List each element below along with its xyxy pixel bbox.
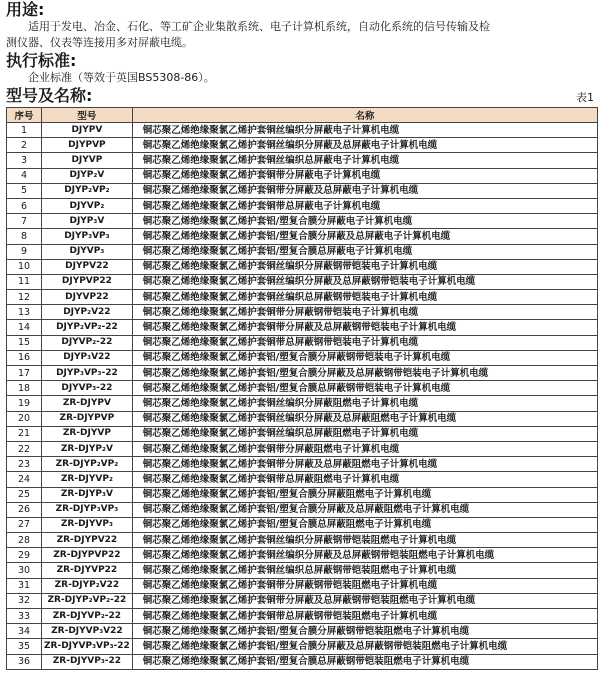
row-name-cell: 铜芯聚乙烯绝缘聚氯乙烯护套铜带分屏蔽及总屏蔽钢带铠装电子计算机电缆: [132, 320, 597, 335]
row-index-cell: 32: [7, 593, 42, 608]
row-name-cell: 铜芯聚乙烯绝缘聚氯乙烯护套铜带分屏蔽阻燃电子计算机电缆: [132, 441, 597, 456]
table-row: [7, 381, 598, 396]
row-index-cell: 29: [7, 548, 42, 563]
row-name-cell: 铜芯聚乙烯绝缘聚氯乙烯护套铜带总屏蔽电子计算机电缆: [132, 198, 597, 213]
row-name-cell: 铜芯聚乙烯绝缘聚氯乙烯护套铜带总屏蔽钢带铠装电子计算机电缆: [132, 335, 597, 350]
row-index-cell: 27: [7, 517, 42, 532]
row-model-cell: ZR-DJYP₂VP₂: [42, 457, 133, 472]
table-row: [7, 229, 598, 244]
row-index-cell: 31: [7, 578, 42, 593]
table-row: [7, 290, 598, 305]
row-name-cell: 铜芯聚乙烯绝缘聚氯乙烯护套铜带分屏蔽钢带铠装阻燃电子计算机电缆: [132, 578, 597, 593]
row-model-cell: DJYVP₂-22: [42, 335, 133, 350]
row-model-cell: ZR-DJYP₂V22: [42, 578, 133, 593]
row-name-cell: 铜芯聚乙烯绝缘聚氯乙烯护套铜带分屏蔽及总屏蔽阻燃电子计算机电缆: [132, 457, 597, 472]
row-index-cell: 30: [7, 563, 42, 578]
row-name-cell: 铜芯聚乙烯绝缘聚氯乙烯护套铜丝编织分屏蔽钢带铠装电子计算机电缆: [132, 259, 597, 274]
row-index-cell: 33: [7, 609, 42, 624]
table-row: [7, 548, 598, 563]
row-index-cell: 16: [7, 350, 42, 365]
row-index-cell: 18: [7, 381, 42, 396]
row-model-cell: ZR-DJYVP₃VP₃-22: [42, 639, 133, 654]
usage-text-line1: 适用于发电、冶金、石化、等工矿企业集散系统、电子计算机系统，自动化系统的信号传输及检: [28, 20, 490, 33]
standard-heading: 执行标准:: [6, 51, 77, 70]
row-name-cell: 铜芯聚乙烯绝缘聚氯乙烯护套铝/塑复合膜分屏蔽及总屏蔽阻燃电子计算机电缆: [132, 502, 597, 517]
row-name-cell: 铜芯聚乙烯绝缘聚氯乙烯护套铜带分屏蔽及总屏蔽电子计算机电缆: [132, 183, 597, 198]
table-row: [7, 578, 598, 593]
row-model-cell: ZR-DJYPV22: [42, 533, 133, 548]
row-model-cell: DJYVP₃: [42, 244, 133, 259]
row-model-cell: DJYPV: [42, 123, 133, 138]
row-model-cell: DJYP₃V: [42, 214, 133, 229]
row-index-cell: 19: [7, 396, 42, 411]
row-model-cell: ZR-DJYPVP22: [42, 548, 133, 563]
table-row: [7, 639, 598, 654]
table-row: [7, 533, 598, 548]
row-index-cell: 22: [7, 441, 42, 456]
header-index: 序号: [7, 108, 42, 123]
row-name-cell: 铜芯聚乙烯绝缘聚氯乙烯护套铝/塑复合膜总屏蔽电子计算机电缆: [132, 244, 597, 259]
row-name-cell: 铜芯聚乙烯绝缘聚氯乙烯护套铜丝编织分屏蔽钢带铠装阻燃电子计算机电缆: [132, 533, 597, 548]
row-model-cell: ZR-DJYVP₃: [42, 517, 133, 532]
row-model-cell: ZR-DJYVP22: [42, 563, 133, 578]
row-name-cell: 铜芯聚乙烯绝缘聚氯乙烯护套铝/塑复合膜分屏蔽阻燃电子计算机电缆: [132, 487, 597, 502]
row-index-cell: 12: [7, 290, 42, 305]
row-name-cell: 铜芯聚乙烯绝缘聚氯乙烯护套铝/塑复合膜分屏蔽及总屏蔽电子计算机电缆: [132, 229, 597, 244]
table-label: 表1: [576, 91, 594, 104]
row-index-cell: 17: [7, 366, 42, 381]
table-row: [7, 168, 598, 183]
row-model-cell: DJYP₃V22: [42, 350, 133, 365]
row-name-cell: 铜芯聚乙烯绝缘聚氯乙烯护套铜丝编织分屏蔽及总屏蔽钢带铠装阻燃电子计算机电缆: [132, 548, 597, 563]
row-index-cell: 1: [7, 123, 42, 138]
row-model-cell: DJYP₂VP₂-22: [42, 320, 133, 335]
table-row: [7, 609, 598, 624]
row-model-cell: DJYVP: [42, 153, 133, 168]
table-row: [7, 366, 598, 381]
row-index-cell: 2: [7, 138, 42, 153]
row-model-cell: ZR-DJYPV: [42, 396, 133, 411]
row-index-cell: 13: [7, 305, 42, 320]
row-model-cell: ZR-DJYVP: [42, 426, 133, 441]
row-name-cell: 铜芯聚乙烯绝缘聚氯乙烯护套铝/塑复合膜分屏蔽及总屏蔽钢带铠装电子计算机电缆: [132, 366, 597, 381]
header-name: 名称: [132, 108, 597, 123]
table-row: [7, 457, 598, 472]
row-index-cell: 8: [7, 229, 42, 244]
row-index-cell: 23: [7, 457, 42, 472]
row-index-cell: 5: [7, 183, 42, 198]
usage-heading: 用途:: [6, 0, 45, 19]
row-model-cell: ZR-DJYPVP: [42, 411, 133, 426]
row-name-cell: 铜芯聚乙烯绝缘聚氯乙烯护套铝/塑复合膜分屏蔽钢带铠装阻燃电子计算机电缆: [132, 624, 597, 639]
row-name-cell: 铜芯聚乙烯绝缘聚氯乙烯护套铜丝编织分屏蔽及总屏蔽阻燃电子计算机电缆: [132, 411, 597, 426]
models-table: [6, 107, 598, 670]
row-name-cell: 铜芯聚乙烯绝缘聚氯乙烯护套铜丝编织分屏蔽电子计算机电缆: [132, 123, 597, 138]
table-row: [7, 320, 598, 335]
header-model: 型号: [42, 108, 133, 123]
row-model-cell: ZR-DJYVP₂: [42, 472, 133, 487]
row-model-cell: DJYPVP22: [42, 274, 133, 289]
row-name-cell: 铜芯聚乙烯绝缘聚氯乙烯护套铜丝编织分屏蔽阻燃电子计算机电缆: [132, 396, 597, 411]
table-row: [7, 305, 598, 320]
row-model-cell: ZR-DJYVP₂-22: [42, 609, 133, 624]
table-row: [7, 487, 598, 502]
table-row: [7, 502, 598, 517]
row-index-cell: 34: [7, 624, 42, 639]
row-name-cell: 铜芯聚乙烯绝缘聚氯乙烯护套铜丝编织分屏蔽及总屏蔽电子计算机电缆: [132, 138, 597, 153]
row-name-cell: 铜芯聚乙烯绝缘聚氯乙烯护套铜丝编织总屏蔽钢带铠装电子计算机电缆: [132, 290, 597, 305]
row-model-cell: ZR-DJYP₂V: [42, 441, 133, 456]
row-index-cell: 21: [7, 426, 42, 441]
table-row: [7, 654, 598, 669]
row-model-cell: DJYP₃VP₃-22: [42, 366, 133, 381]
table-row: [7, 335, 598, 350]
row-model-cell: DJYP₂V: [42, 168, 133, 183]
row-index-cell: 6: [7, 198, 42, 213]
row-model-cell: DJYPV22: [42, 259, 133, 274]
table-row: [7, 350, 598, 365]
row-model-cell: DJYP₂V22: [42, 305, 133, 320]
row-index-cell: 28: [7, 533, 42, 548]
table-row: [7, 214, 598, 229]
row-model-cell: ZR-DJYVP₃-22: [42, 654, 133, 669]
row-model-cell: ZR-DJYP₃VP₃: [42, 502, 133, 517]
table-row: [7, 411, 598, 426]
row-model-cell: DJYP₃VP₃: [42, 229, 133, 244]
row-index-cell: 20: [7, 411, 42, 426]
row-model-cell: ZR-DJYP₃V: [42, 487, 133, 502]
row-index-cell: 9: [7, 244, 42, 259]
table-row: [7, 244, 598, 259]
row-index-cell: 7: [7, 214, 42, 229]
row-name-cell: 铜芯聚乙烯绝缘聚氯乙烯护套铝/塑复合膜总屏蔽钢带铠装电子计算机电缆: [132, 381, 597, 396]
standard-text: 企业标准（等效于英国BS5308-86）。: [28, 71, 215, 84]
models-heading: 型号及名称:: [6, 86, 93, 105]
row-name-cell: 铜芯聚乙烯绝缘聚氯乙烯护套铝/塑复合膜分屏蔽电子计算机电缆: [132, 214, 597, 229]
row-name-cell: 铜芯聚乙烯绝缘聚氯乙烯护套铝/塑复合膜分屏蔽及总屏蔽钢带铠装阻燃电子计算机电缆: [132, 639, 597, 654]
row-name-cell: 铜芯聚乙烯绝缘聚氯乙烯护套铜丝编织总屏蔽电子计算机电缆: [132, 153, 597, 168]
row-name-cell: 铜芯聚乙烯绝缘聚氯乙烯护套铜带总屏蔽钢带铠装阻燃电子计算机电缆: [132, 609, 597, 624]
row-name-cell: 铜芯聚乙烯绝缘聚氯乙烯护套铜带总屏蔽阻燃电子计算机电缆: [132, 472, 597, 487]
table-row: [7, 153, 598, 168]
row-index-cell: 25: [7, 487, 42, 502]
table-row: [7, 123, 598, 138]
row-index-cell: 35: [7, 639, 42, 654]
table-body: [7, 123, 598, 670]
row-model-cell: DJYVP22: [42, 290, 133, 305]
row-name-cell: 铜芯聚乙烯绝缘聚氯乙烯护套铜丝编织总屏蔽钢带铠装阻燃电子计算机电缆: [132, 563, 597, 578]
row-index-cell: 14: [7, 320, 42, 335]
models-heading-row: [6, 86, 596, 105]
row-index-cell: 24: [7, 472, 42, 487]
row-name-cell: 铜芯聚乙烯绝缘聚氯乙烯护套铜带分屏蔽电子计算机电缆: [132, 168, 597, 183]
row-index-cell: 26: [7, 502, 42, 517]
row-name-cell: 铜芯聚乙烯绝缘聚氯乙烯护套铜带分屏蔽钢带铠装电子计算机电缆: [132, 305, 597, 320]
table-row: [7, 472, 598, 487]
table-row: [7, 259, 598, 274]
table-row: [7, 593, 598, 608]
table-row: [7, 517, 598, 532]
row-model-cell: ZR-DJYVP₃V22: [42, 624, 133, 639]
table-row: [7, 183, 598, 198]
table-row: [7, 441, 598, 456]
row-name-cell: 铜芯聚乙烯绝缘聚氯乙烯护套铝/塑复合膜总屏蔽阻燃电子计算机电缆: [132, 517, 597, 532]
table-row: [7, 624, 598, 639]
row-index-cell: 11: [7, 274, 42, 289]
table-row: [7, 426, 598, 441]
row-model-cell: DJYVP₂: [42, 198, 133, 213]
row-model-cell: ZR-DJYP₂VP₂-22: [42, 593, 133, 608]
table-row: [7, 396, 598, 411]
row-index-cell: 36: [7, 654, 42, 669]
table-row: [7, 563, 598, 578]
row-model-cell: DJYP₂VP₂: [42, 183, 133, 198]
row-name-cell: 铜芯聚乙烯绝缘聚氯乙烯护套铜丝编织分屏蔽及总屏蔽钢带铠装电子计算机电缆: [132, 274, 597, 289]
row-index-cell: 4: [7, 168, 42, 183]
row-name-cell: 铜芯聚乙烯绝缘聚氯乙烯护套铜丝编织总屏蔽阻燃电子计算机电缆: [132, 426, 597, 441]
table-header-row: [7, 108, 598, 123]
row-index-cell: 3: [7, 153, 42, 168]
row-name-cell: 铜芯聚乙烯绝缘聚氯乙烯护套铝/塑复合膜分屏蔽钢带铠装电子计算机电缆: [132, 350, 597, 365]
table-row: [7, 274, 598, 289]
row-name-cell: 铜芯聚乙烯绝缘聚氯乙烯护套铜带分屏蔽及总屏蔽钢带铠装阻燃电子计算机电缆: [132, 593, 597, 608]
row-index-cell: 15: [7, 335, 42, 350]
table-row: [7, 138, 598, 153]
row-index-cell: 10: [7, 259, 42, 274]
table-row: [7, 198, 598, 213]
usage-text-line2: 测仪器、仪表等连接用多对屏蔽电缆。: [6, 36, 193, 49]
row-model-cell: DJYVP₃-22: [42, 381, 133, 396]
row-model-cell: DJYPVP: [42, 138, 133, 153]
row-name-cell: 铜芯聚乙烯绝缘聚氯乙烯护套铝/塑复合膜总屏蔽钢带铠装阻燃电子计算机电缆: [132, 654, 597, 669]
